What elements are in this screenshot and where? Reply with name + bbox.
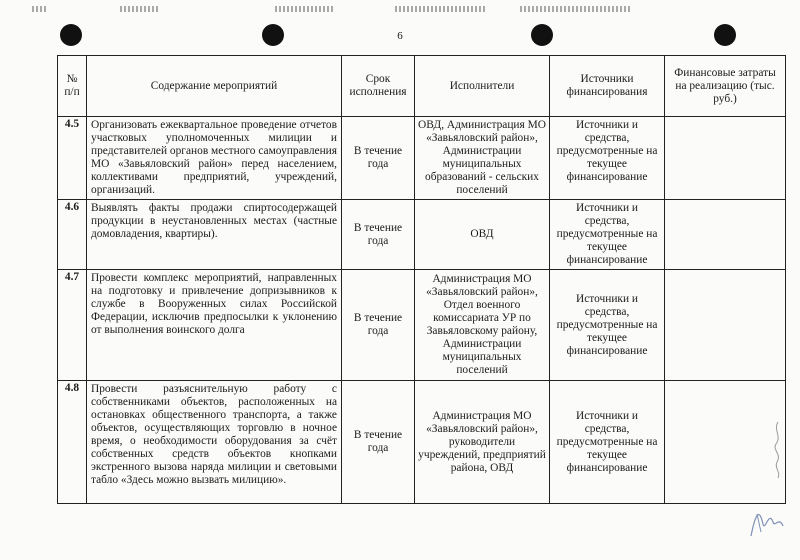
scan-artifact [520,6,630,12]
handwritten-signature [747,496,787,542]
row-number: 4.6 [58,200,87,270]
table-row [58,117,786,200]
table-row [58,381,786,504]
row-costs [665,381,786,504]
table-row [58,200,786,270]
row-costs [665,117,786,200]
row-sources: Источники и средства, предусмотренные на текущее финансирование [550,200,665,270]
row-executors: Администрация МО «Завьяловский район», руководители учреждений, предприятий района, ОВД [415,381,550,504]
header-content: Содержание мероприятий [87,56,342,117]
row-executors: ОВД, Администрация МО «Завьяловский район», Администрации муниципальных образований - сельских поселений [415,117,550,200]
row-term: В течение года [342,200,415,270]
measures-table [57,55,786,504]
row-content: Провести комплекс мероприятий, направленных на подготовку и привлечение допризывников к службе в Вооруженных силах Российской Федерации, исключив предпосылки к уклонению от выполнения воинского долга [87,270,342,381]
row-number: 4.7 [58,270,87,381]
row-executors: Администрация МО «Завьяловский район», Отдел военного комиссариата УР по Завьяловскому району, Администрации муниципальных поселений [415,270,550,381]
row-sources: Источники и средства, предусмотренные на текущее финансирование [550,117,665,200]
table-header-row [58,56,786,117]
row-term: В течение года [342,117,415,200]
row-costs [665,270,786,381]
scan-artifact [395,6,485,12]
row-executors: ОВД [415,200,550,270]
header-sources: Источники финансирования [550,56,665,117]
row-number: 4.5 [58,117,87,200]
row-content: Провести разъяснительную работу с собственниками объектов, расположенных на остановках общественного транспорта, а также объектов, осуществляющих торговлю в ночное время, о необходимости оборудования за счёт собственных средств объектов кнопками экстренного вызова наряда милиции и световыми табло «Здесь можно вызвать милицию». [87,381,342,504]
scan-artifact [32,6,46,12]
table-row [58,270,786,381]
row-term: В течение года [342,381,415,504]
row-sources: Источники и средства, предусмотренные на текущее финансирование [550,381,665,504]
page-number: 6 [397,30,403,42]
scan-artifact [120,6,160,12]
row-content: Организовать ежеквартальное проведение отчетов участковых уполномоченных милиции и представителей органов местного самоуправления МО «Завьяловский район» перед населением, коллективами предприятий, учреждений, организаций. [87,117,342,200]
header-executors: Исполнители [415,56,550,117]
handwritten-margin-note [770,420,786,480]
scan-artifact [275,6,335,12]
header-costs: Финансовые затраты на реализацию (тыс. руб.) [665,56,786,117]
row-term: В течение года [342,270,415,381]
row-sources: Источники и средства, предусмотренные на текущее финансирование [550,270,665,381]
header-term: Срок исполнения [342,56,415,117]
header-num: № п/п [58,56,87,117]
row-number: 4.8 [58,381,87,504]
row-content: Выявлять факты продажи спиртосодержащей продукции в неустановленных местах (частные домовладения, квартиры). [87,200,342,270]
row-costs [665,200,786,270]
